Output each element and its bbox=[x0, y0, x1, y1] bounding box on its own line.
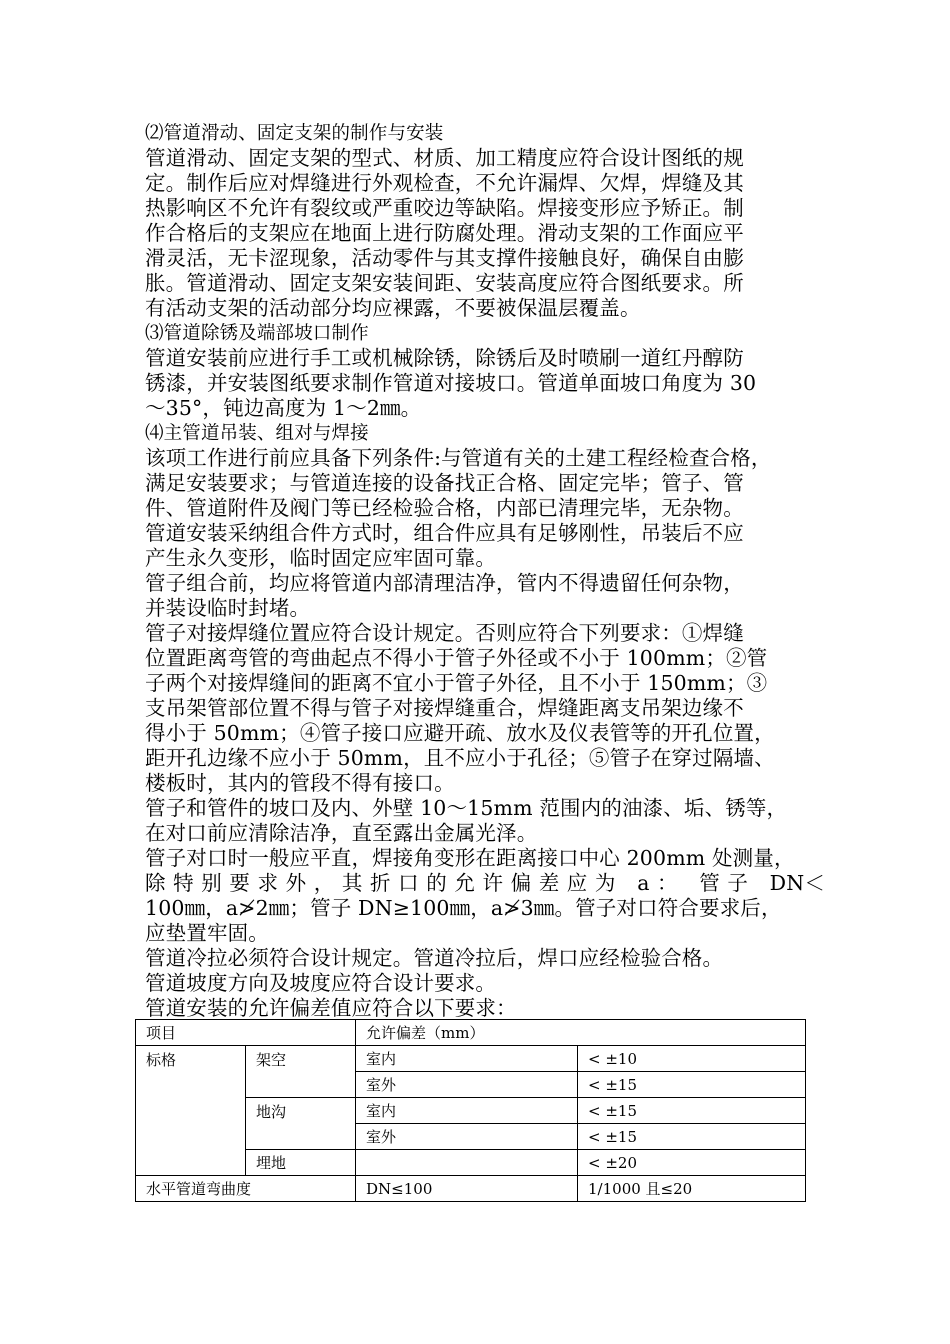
paragraph-line: 应垫置牢固。 bbox=[145, 921, 269, 945]
table-cell-value: 1/1000 且≤20 bbox=[578, 1176, 806, 1202]
table-row bbox=[136, 1176, 806, 1202]
paragraph-line: ～35°，钝边高度为 1～2㎜。 bbox=[145, 396, 422, 420]
paragraph-line: 该项工作进行前应具备下列条件:与管道有关的土建工程经检查合格， bbox=[145, 446, 772, 470]
paragraph-line: 管子和管件的坡口及内、外壁 10～15mm 范围内的油漆、垢、锈等， bbox=[145, 796, 788, 820]
paragraph-line: 管子对口时一般应平直，焊接角变形在距离接口中心 200mm 处测量， bbox=[145, 846, 795, 870]
paragraph-line: 除特别要求外，其折口的允许偏差应为 a： 管子 DN＜ bbox=[145, 871, 825, 895]
paragraph-line: 管道安装采纳组合件方式时，组合件应具有足够刚性，吊装后不应 bbox=[145, 521, 744, 545]
table-row bbox=[136, 1046, 806, 1072]
table-header-row bbox=[136, 1020, 806, 1046]
table-cell: 室外 bbox=[356, 1072, 578, 1098]
table-cell-value: < ±15 bbox=[578, 1072, 806, 1098]
table-cell-subcategory: 地沟 bbox=[246, 1098, 356, 1150]
table-header-tolerance: 允许偏差（mm） bbox=[356, 1020, 806, 1046]
paragraph-line: 作合格后的支架应在地面上进行防腐处理。滑动支架的工作面应平 bbox=[145, 221, 744, 245]
paragraph-line: 100㎜，a≯2㎜；管子 DN≥100㎜，a≯3㎜。管子对口符合要求后， bbox=[145, 896, 782, 920]
paragraph-line: 管子组合前，均应将管道内部清理洁净，管内不得遗留任何杂物， bbox=[145, 571, 744, 595]
paragraph-line: 距开孔边缘不应小于 50mm，且不应小于孔径；⑤管子在穿过隔墙、 bbox=[145, 746, 775, 770]
paragraph-line: 热影响区不允许有裂纹或严重咬边等缺陷。焊接变形应予矫正。制 bbox=[145, 196, 744, 220]
paragraph-line: 得小于 50mm；④管子接口应避开疏、放水及仪表管等的开孔位置， bbox=[145, 721, 775, 745]
table-cell: 室外 bbox=[356, 1124, 578, 1150]
table-cell-value: < ±15 bbox=[578, 1098, 806, 1124]
table-cell-value: < ±10 bbox=[578, 1046, 806, 1072]
paragraph-line: 楼板时，其内的管段不得有接口。 bbox=[145, 771, 455, 795]
paragraph-line: 在对口前应清除洁净，直至露出金属光泽。 bbox=[145, 821, 538, 845]
paragraph-line: 定。制作后应对焊缝进行外观检查，不允许漏焊、欠焊，焊缝及其 bbox=[145, 171, 744, 195]
section-heading-4: ⑷主管道吊装、组对与焊接 bbox=[145, 423, 369, 444]
section-heading-2: ⑵管道滑动、固定支架的制作与安装 bbox=[145, 123, 444, 144]
table-cell bbox=[356, 1150, 578, 1176]
paragraph-line: 滑灵活，无卡涩现象，活动零件与其支撑件接触良好，确保自由膨 bbox=[145, 246, 744, 270]
paragraph-line: 位置距离弯管的弯曲起点不得小于管子外径或不小于 100mm；②管 bbox=[145, 646, 768, 670]
paragraph-line: 满足安装要求；与管道连接的设备找正合格、固定完毕；管子、管 bbox=[145, 471, 744, 495]
table-cell-category: 水平管道弯曲度 bbox=[136, 1176, 356, 1202]
tolerance-table bbox=[135, 1019, 806, 1202]
paragraph-line: 锈漆，并安装图纸要求制作管道对接坡口。管道单面坡口角度为 30 bbox=[145, 371, 757, 395]
paragraph-line: 子两个对接焊缝间的距离不宜小于管子外径，且不小于 150mm；③ bbox=[145, 671, 768, 695]
table-cell: 室内 bbox=[356, 1098, 578, 1124]
table-cell-value: < ±15 bbox=[578, 1124, 806, 1150]
paragraph-line: 有活动支架的活动部分均应裸露，不要被保温层覆盖。 bbox=[145, 296, 641, 320]
paragraph-line: 管道滑动、固定支架的型式、材质、加工精度应符合设计图纸的规 bbox=[145, 146, 744, 170]
paragraph-line: 并装设临时封堵。 bbox=[145, 596, 311, 620]
table-cell-subcategory: 架空 bbox=[246, 1046, 356, 1098]
paragraph-line: 产生永久变形，临时固定应牢固可靠。 bbox=[145, 546, 497, 570]
paragraph-line: 管道安装的允许偏差值应符合以下要求： bbox=[145, 996, 517, 1020]
document-body bbox=[145, 121, 825, 1021]
paragraph-line: 件、管道附件及阀门等已经检验合格，内部已清理完毕，无杂物。 bbox=[145, 496, 744, 520]
table-header-item: 项目 bbox=[136, 1020, 356, 1046]
table-cell: 室内 bbox=[356, 1046, 578, 1072]
table-cell: DN≤100 bbox=[356, 1176, 578, 1202]
paragraph-line: 管道坡度方向及坡度应符合设计要求。 bbox=[145, 971, 497, 995]
paragraph-line: 管子对接焊缝位置应符合设计规定。否则应符合下列要求：①焊缝 bbox=[145, 621, 744, 645]
paragraph-line: 管道冷拉必须符合设计规定。管道冷拉后，焊口应经检验合格。 bbox=[145, 946, 724, 970]
table-cell-value: < ±20 bbox=[578, 1150, 806, 1176]
paragraph-line: 胀。管道滑动、固定支架安装间距、安装高度应符合图纸要求。所 bbox=[145, 271, 744, 295]
table-cell-category: 标格 bbox=[136, 1046, 246, 1176]
paragraph-line: 管道安装前应进行手工或机械除锈，除锈后及时喷刷一道红丹醇防 bbox=[145, 346, 744, 370]
table-cell-subcategory: 埋地 bbox=[246, 1150, 356, 1176]
paragraph-line: 支吊架管部位置不得与管子对接焊缝重合，焊缝距离支吊架边缘不 bbox=[145, 696, 744, 720]
section-heading-3: ⑶管道除锈及端部坡口制作 bbox=[145, 323, 369, 344]
